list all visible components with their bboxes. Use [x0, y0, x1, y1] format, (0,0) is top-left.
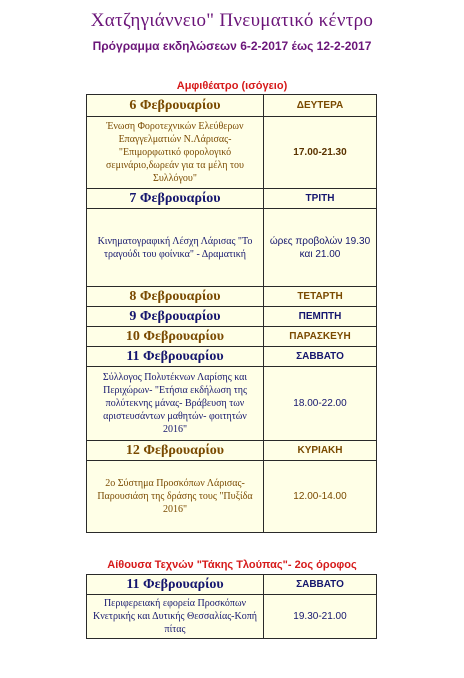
table-row — [87, 307, 377, 327]
event-time: 19.30-21.00 — [264, 595, 377, 639]
table-row — [87, 327, 377, 347]
date-cell: 11 Φεβρουαρίου — [87, 347, 264, 367]
table-row — [87, 347, 377, 367]
day-cell: ΚΥΡΙΑΚΗ — [264, 441, 377, 461]
date-cell: 12 Φεβρουαρίου — [87, 441, 264, 461]
event-description: Σύλλογος Πολυτέκνων Λαρίσης και Περιχώρων- "Ετήσια εκδήλωση της πολύτεκνης μάνας- Βράβευση των αριστευσάντων μαθητών- φοιτητών 2016" — [87, 367, 264, 441]
table-row — [87, 595, 377, 639]
section-title-amphitheatre: Αμφιθέατρο (ισόγειο) — [176, 80, 288, 92]
page-subtitle: Πρόγραμμα εκδηλώσεων 6-2-2017 έως 12-2-2017 — [92, 39, 372, 53]
table-row — [87, 441, 377, 461]
date-cell: 9 Φεβρουαρίου — [87, 307, 264, 327]
day-cell: ΠΑΡΑΣΚΕΥΗ — [264, 327, 377, 347]
event-time: 17.00-21.30 — [264, 117, 377, 189]
day-cell: ΔΕΥΤΕΡΑ — [264, 95, 377, 117]
table-row — [87, 117, 377, 189]
table-row — [87, 209, 377, 287]
table-row — [87, 95, 377, 117]
day-cell: ΣΑΒΒΑΤΟ — [264, 575, 377, 595]
event-time: 12.00-14.00 — [264, 461, 377, 533]
day-cell: ΠΕΜΠΤΗ — [264, 307, 377, 327]
table-row — [87, 287, 377, 307]
date-cell: 8 Φεβρουαρίου — [87, 287, 264, 307]
event-time: ώρες προβολών 19.30 και 21.00 — [264, 209, 377, 287]
date-cell: 11 Φεβρουαρίου — [87, 575, 264, 595]
date-cell: 6 Φεβρουαρίου — [87, 95, 264, 117]
date-cell: 10 Φεβρουαρίου — [87, 327, 264, 347]
section-title-arts-hall: Αίθουσα Τεχνών "Τάκης Τλούπας"- 2ος όροφος — [107, 559, 357, 571]
page-title: Χατζηγιάννειο" Πνευματικό κέντρο — [90, 10, 374, 31]
table-row — [87, 575, 377, 595]
event-description: Περιφερειακή εφορεία Προσκόπων Κνετρικής και Δυτικής Θεσσαλίας-Κοπή πίτας — [87, 595, 264, 639]
table-row — [87, 189, 377, 209]
event-description: Ένωση Φοροτεχνικών Ελεύθερων Επαγγελματιών Ν.Λάρισας- "Επιμορφωτικό φορολογικό σεμινάριο,δωρεάν για τα μέλη του Συλλόγου" — [87, 117, 264, 189]
schedule-table-amphitheatre — [86, 94, 377, 533]
event-description: 2ο Σύστημα Προσκόπων Λάρισας- Παρουσιάση της δράσης τους "Πυξίδα 2016" — [87, 461, 264, 533]
day-cell: ΤΡΙΤΗ — [264, 189, 377, 209]
day-cell: ΣΑΒΒΑΤΟ — [264, 347, 377, 367]
schedule-table-arts-hall — [86, 574, 377, 639]
event-time: 18.00-22.00 — [264, 367, 377, 441]
event-description: Κινηματογραφική Λέσχη Λάρισας "Το τραγούδι του φοίνικα" - Δραματική — [87, 209, 264, 287]
table-row — [87, 367, 377, 441]
day-cell: ΤΕΤΑΡΤΗ — [264, 287, 377, 307]
table-row — [87, 461, 377, 533]
date-cell: 7 Φεβρουαρίου — [87, 189, 264, 209]
